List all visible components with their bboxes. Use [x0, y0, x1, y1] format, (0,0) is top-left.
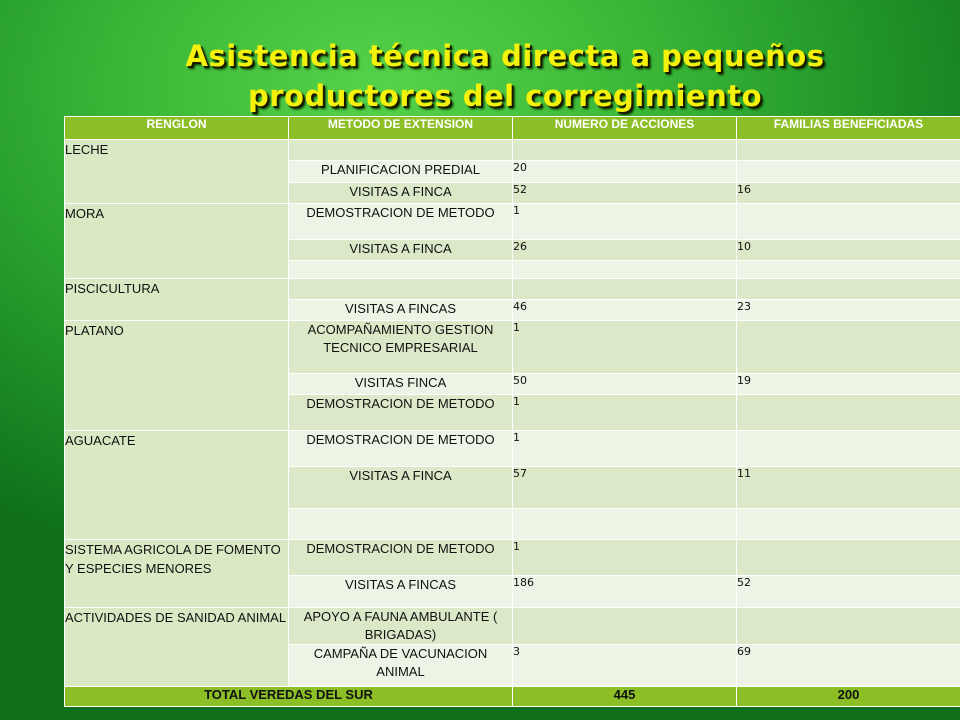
metodo-cell	[289, 261, 513, 279]
acciones-cell: 1	[513, 540, 737, 576]
metodo-cell: VISITAS A FINCA	[289, 467, 513, 509]
familias-cell: 19	[737, 374, 960, 395]
total-familias: 200	[737, 687, 960, 707]
acciones-cell: 1	[513, 204, 737, 240]
familias-cell: 69	[737, 645, 960, 687]
table-row	[65, 204, 960, 240]
familias-cell	[737, 204, 960, 240]
acciones-cell: 26	[513, 240, 737, 261]
table-row	[65, 321, 960, 374]
renglon-cell: PISCICULTURA	[65, 279, 289, 321]
familias-cell	[737, 140, 960, 161]
familias-cell: 16	[737, 183, 960, 204]
acciones-cell: 57	[513, 467, 737, 509]
acciones-cell: 20	[513, 161, 737, 183]
metodo-cell: VISITAS A FINCA	[289, 240, 513, 261]
metodo-cell	[289, 140, 513, 161]
title-line-2: productores del corregimiento	[248, 79, 762, 113]
table-row	[65, 608, 960, 645]
title-line-1: Asistencia técnica directa a pequeños	[185, 39, 825, 73]
familias-cell: 52	[737, 576, 960, 608]
total-acciones: 445	[513, 687, 737, 707]
acciones-cell	[513, 279, 737, 300]
header-renglon: RENGLON	[65, 117, 289, 140]
acciones-cell	[513, 261, 737, 279]
total-label: TOTAL VEREDAS DEL SUR	[65, 687, 513, 707]
renglon-cell: AGUACATE	[65, 431, 289, 540]
acciones-cell: 1	[513, 321, 737, 374]
metodo-cell: DEMOSTRACION DE METODO	[289, 431, 513, 467]
acciones-cell: 3	[513, 645, 737, 687]
metodo-cell	[289, 279, 513, 300]
acciones-cell: 1	[513, 395, 737, 431]
assistance-table	[64, 116, 960, 707]
familias-cell	[737, 431, 960, 467]
header-familias: FAMILIAS BENEFICIADAS	[737, 117, 960, 140]
renglon-cell: PLATANO	[65, 321, 289, 431]
table-row	[65, 540, 960, 576]
familias-cell	[737, 161, 960, 183]
header-acciones: NUMERO DE ACCIONES	[513, 117, 737, 140]
acciones-cell: 52	[513, 183, 737, 204]
familias-cell	[737, 540, 960, 576]
familias-cell: 11	[737, 467, 960, 509]
table-row	[65, 279, 960, 300]
familias-cell: 23	[737, 300, 960, 321]
table-header-row	[65, 117, 960, 140]
metodo-cell: ACOMPAÑAMIENTO GESTION TECNICO EMPRESARIAL	[289, 321, 513, 374]
familias-cell	[737, 608, 960, 645]
page-title	[60, 36, 950, 116]
metodo-cell: DEMOSTRACION DE METODO	[289, 204, 513, 240]
acciones-cell: 1	[513, 431, 737, 467]
metodo-cell: VISITAS A FINCAS	[289, 300, 513, 321]
metodo-cell: VISITAS A FINCAS	[289, 576, 513, 608]
metodo-cell: CAMPAÑA DE VACUNACION ANIMAL	[289, 645, 513, 687]
renglon-cell: MORA	[65, 204, 289, 279]
familias-cell	[737, 395, 960, 431]
table-body	[65, 140, 960, 687]
metodo-cell: VISITAS A FINCA	[289, 183, 513, 204]
metodo-cell: DEMOSTRACION DE METODO	[289, 540, 513, 576]
renglon-cell: ACTIVIDADES DE SANIDAD ANIMAL	[65, 608, 289, 687]
renglon-cell: LECHE	[65, 140, 289, 204]
familias-cell	[737, 279, 960, 300]
metodo-cell: PLANIFICACION PREDIAL	[289, 161, 513, 183]
metodo-cell	[289, 509, 513, 540]
acciones-cell: 186	[513, 576, 737, 608]
table-row	[65, 431, 960, 467]
header-metodo: METODO DE EXTENSION	[289, 117, 513, 140]
familias-cell	[737, 509, 960, 540]
total-row	[65, 687, 960, 707]
familias-cell	[737, 321, 960, 374]
metodo-cell: VISITAS FINCA	[289, 374, 513, 395]
familias-cell: 10	[737, 240, 960, 261]
acciones-cell: 46	[513, 300, 737, 321]
table-row	[65, 140, 960, 161]
metodo-cell: DEMOSTRACION DE METODO	[289, 395, 513, 431]
acciones-cell	[513, 509, 737, 540]
acciones-cell	[513, 140, 737, 161]
metodo-cell: APOYO A FAUNA AMBULANTE ( BRIGADAS)	[289, 608, 513, 645]
renglon-cell: SISTEMA AGRICOLA DE FOMENTO Y ESPECIES MENORES	[65, 540, 289, 608]
acciones-cell	[513, 608, 737, 645]
acciones-cell: 50	[513, 374, 737, 395]
familias-cell	[737, 261, 960, 279]
